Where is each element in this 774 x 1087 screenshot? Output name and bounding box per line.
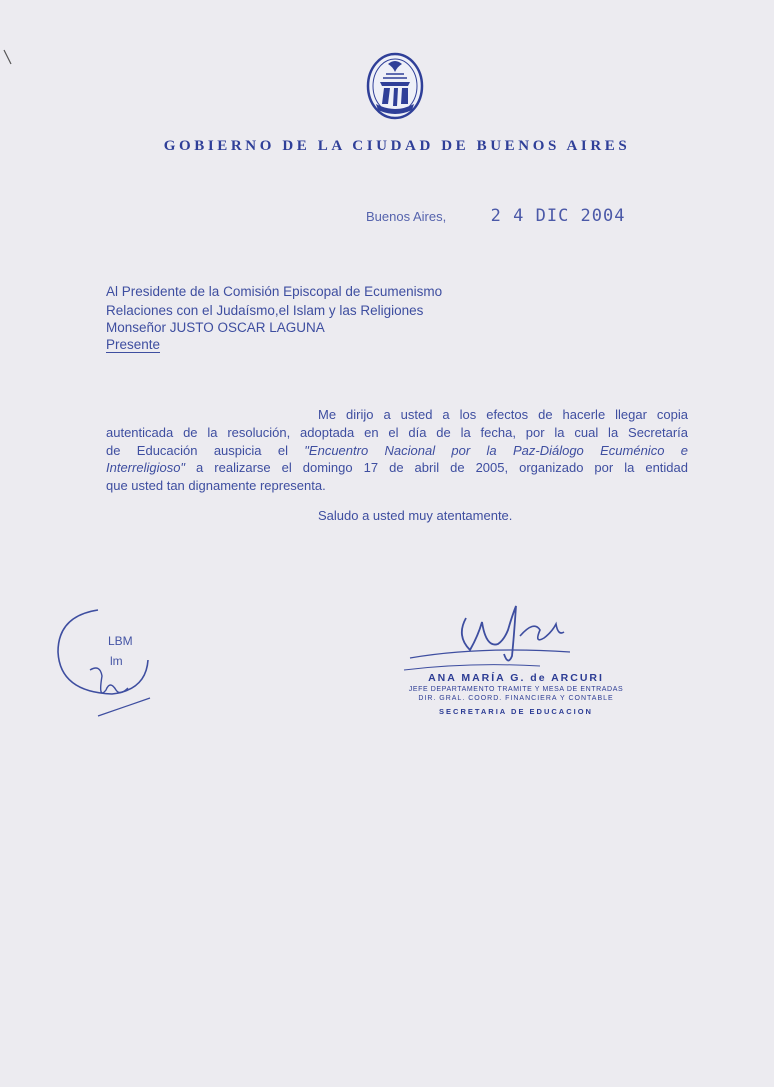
body-line-1: Me dirijo a usted a los efectos de hacerle llegar copia xyxy=(318,407,688,422)
body-line-3 xyxy=(106,442,688,460)
city-seal-icon xyxy=(366,52,424,120)
body-line-3-plain: de Educación auspicia el xyxy=(106,442,305,458)
typist-initials-2: lm xyxy=(110,654,123,668)
closing-salutation: Saludo a usted muy atentamente. xyxy=(318,508,513,523)
event-title-part-2: Interreligioso" xyxy=(106,460,186,476)
event-title-part-1: "Encuentro Nacional por la Paz-Diálogo Ecuménico e xyxy=(304,442,688,458)
recipient-line-3: Monseñor JUSTO OSCAR LAGUNA xyxy=(106,320,325,335)
date-city: Buenos Aires, xyxy=(366,209,447,224)
scan-mark xyxy=(2,48,14,68)
body-line-5: que usted tan dignamente representa. xyxy=(106,478,326,494)
recipient-line-2: Relaciones con el Judaísmo,el Islam y las Religiones xyxy=(106,303,424,318)
recipient-presente: Presente xyxy=(106,337,161,352)
body-line-2: autenticada de la resolución, adoptada en el día de la fecha, por la cual la Secretaría xyxy=(106,424,688,440)
initials-paraph-icon xyxy=(50,604,160,724)
stamp-position: JEFE DEPARTAMENTO TRAMITE Y MESA DE ENTRADAS xyxy=(408,686,624,693)
body-line-4 xyxy=(106,459,688,477)
date-line xyxy=(366,206,626,226)
stamp-name: ANA MARÍA G. de ARCURI xyxy=(428,672,604,684)
stamp-secretariat: SECRETARIA DE EDUCACION xyxy=(439,707,593,716)
official-stamp xyxy=(396,672,636,716)
date-stamp: 2 4 DIC 2004 xyxy=(490,206,626,226)
typist-initials-1: LBM xyxy=(108,634,133,648)
letter-body xyxy=(106,406,688,495)
body-line-4-plain: a realizarse el domingo 17 de abril de 2005, organizado por la entidad xyxy=(185,460,688,476)
stamp-directorate: DIR. GRAL. COORD. FINANCIERA Y CONTABLE xyxy=(418,695,614,702)
government-header: GOBIERNO DE LA CIUDAD DE BUENOS AIRES xyxy=(163,138,631,154)
recipient-line-1: Al Presidente de la Comisión Episcopal de Ecumenismo xyxy=(106,284,443,299)
